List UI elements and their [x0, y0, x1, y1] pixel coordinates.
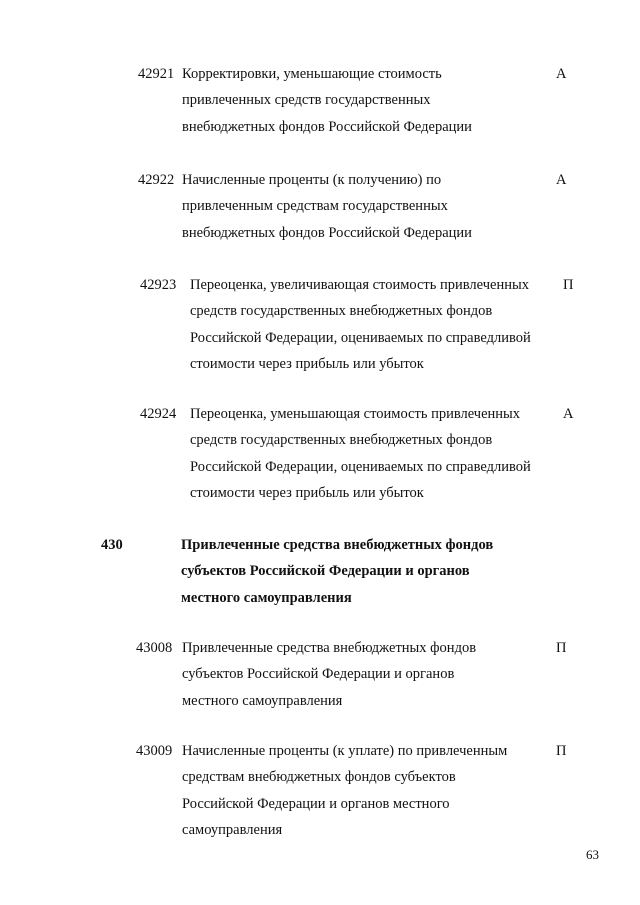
description-line: стоимости через прибыль или убыток [190, 484, 424, 501]
account-code: 42922 [138, 172, 175, 188]
section-title [181, 532, 493, 611]
account-type-mark: П [556, 640, 567, 656]
description-line: внебюджетных фондов Российской Федерации [182, 118, 472, 135]
description-line: Привлеченные средства внебюджетных фондов [181, 537, 494, 553]
description-line: Привлеченные средства внебюджетных фондов [182, 640, 477, 656]
description-line: средств государственных внебюджетных фондов [190, 432, 493, 449]
account-code: 42921 [138, 66, 175, 82]
description-line: средств государственных внебюджетных фондов [190, 303, 493, 320]
section-code: 430 [101, 537, 123, 553]
account-description [182, 167, 472, 246]
description-line: Переоценка, увеличивающая стоимость привлеченных [190, 277, 529, 293]
description-line: внебюджетных фондов Российской Федерации [182, 224, 472, 241]
description-line: Российской Федерации, оцениваемых по справедливой [190, 329, 531, 346]
description-line: стоимости через прибыль или убыток [190, 355, 424, 372]
description-line: субъектов Российской Федерации и органов [182, 666, 455, 683]
description-line: средствам внебюджетных фондов субъектов [182, 769, 456, 786]
account-type-mark: А [556, 172, 567, 188]
account-description [182, 635, 476, 714]
description-line: местного самоуправления [181, 589, 352, 606]
description-line: Переоценка, уменьшающая стоимость привлеченных [190, 406, 521, 422]
description-line: Российской Федерации, оцениваемых по справедливой [190, 458, 531, 475]
description-line: Начисленные проценты (к уплате) по привлеченным [182, 743, 508, 759]
account-description [182, 61, 472, 140]
description-line: субъектов Российской Федерации и органов [181, 563, 470, 580]
account-code: 43008 [136, 640, 173, 656]
account-type-mark: А [556, 66, 567, 82]
description-line: Корректировки, уменьшающие стоимость [182, 66, 442, 82]
account-code: 42924 [140, 406, 177, 422]
account-type-mark: А [563, 406, 574, 422]
account-type-mark: П [563, 277, 574, 293]
account-description [190, 401, 531, 506]
description-line: привлеченным средствам государственных [182, 198, 448, 215]
description-line: местного самоуправления [182, 692, 343, 709]
description-line: Российской Федерации и органов местного [182, 795, 450, 812]
description-line: привлеченных средств государственных [182, 92, 431, 109]
page-number: 63 [586, 847, 599, 862]
account-type-mark: П [556, 743, 567, 759]
account-code: 43009 [136, 743, 173, 759]
account-description [182, 738, 507, 843]
account-code: 42923 [140, 277, 177, 293]
account-description [190, 272, 531, 377]
description-line: Начисленные проценты (к получению) по [182, 172, 442, 188]
description-line: самоуправления [182, 821, 283, 838]
